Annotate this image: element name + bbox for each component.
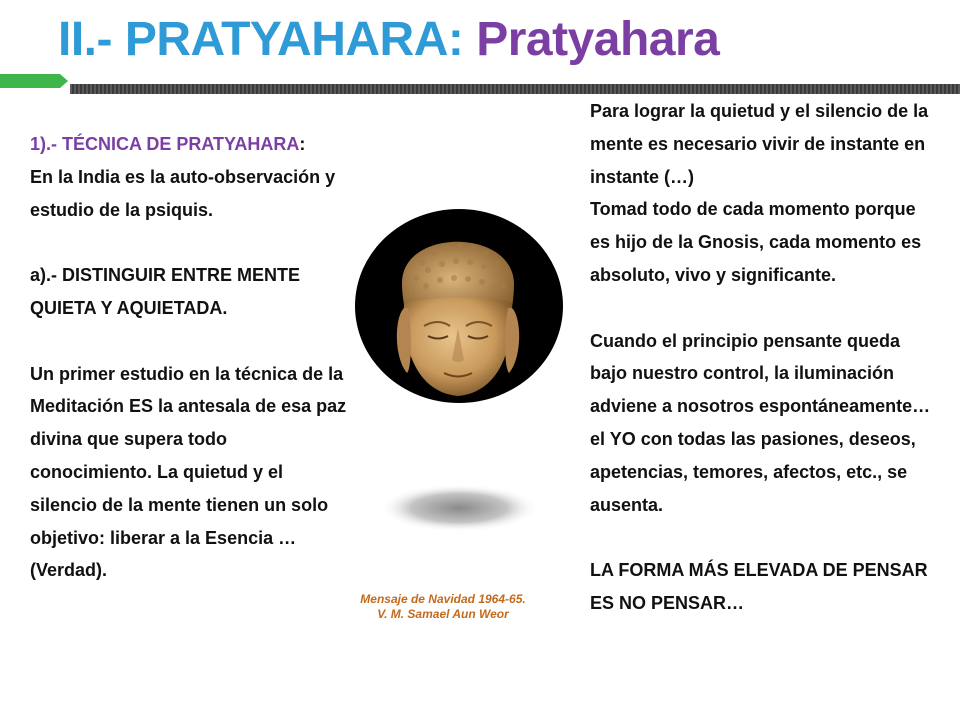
technique-heading-label: 1).- TÉCNICA DE PRATYAHARA	[30, 134, 300, 154]
meditation-paragraph: Un primer estudio en la técnica de la Meditación ES la antesala de esa paz divina que supera todo conocimiento. La quietud y el silencio de la mente tienen un solo objetivo: liberar a la Esencia … (Verdad).	[30, 363, 347, 581]
title-part-1: II.- PRATYAHARA:	[58, 13, 477, 66]
drop-shadow	[379, 484, 539, 532]
caption-line-2: V. M. Samael Aun Weor	[377, 607, 509, 621]
illumination-paragraph: Cuando el principio pensante queda bajo nuestro control, la iluminación adviene a nosotros espontáneamente… el YO con todas las pasiones, deseos, apetencias, temores, afectos, etc., se ausenta.	[590, 330, 931, 515]
technique-intro: En la India es la auto-observación y estudio de la psiquis.	[30, 166, 336, 220]
technique-heading	[30, 128, 350, 161]
slide-title	[58, 12, 719, 67]
left-text-column	[30, 128, 350, 587]
image-caption	[330, 592, 556, 622]
subheading-quiet-mind: a).- DISTINGUIR ENTRE MENTE QUIETA Y AQUIETADA.	[30, 265, 301, 318]
title-part-2: Pratyahara	[476, 13, 720, 66]
buddha-head-image	[352, 208, 566, 538]
moment-paragraph: Tomad todo de cada momento porque es hijo de la Gnosis, cada momento es absoluto, vivo y significante.	[590, 199, 922, 285]
quietude-paragraph: Para lograr la quietud y el silencio de la mente es necesario vivir de instante en instante (…)	[590, 101, 929, 187]
right-text-column	[590, 95, 935, 620]
technique-heading-colon: :	[299, 134, 306, 154]
header-divider-bar	[70, 84, 960, 94]
highest-form-paragraph: LA FORMA MÁS ELEVADA DE PENSAR ES NO PENSAR…	[590, 560, 928, 613]
caption-line-1: Mensaje de Navidad 1964-65.	[360, 592, 526, 606]
green-accent-arrow	[0, 74, 60, 88]
